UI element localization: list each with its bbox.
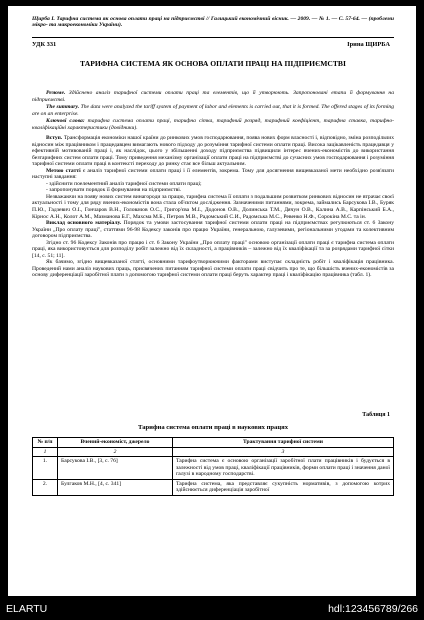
task-item: - запропонувати порядок її формування на підприємстві. xyxy=(46,187,182,194)
intro-text: Трансформація економіки нашої країни до ринкових умов господарювання, поява нових форм власності і, відповідно, зміна розподільчих відносин між працівником і працедавцем вимагають нового підходу до розуміння тарифної системи оплати праці. Висока зацікавленість працедавця у ефективній мотивованій праці і, як наслідок, цього у збільшенні доходу підприємства підвищили інтерес вчених-економістів до використання безтарифних систем оплати праці. Тому приведення механізму організації оплати праці на підприємстві до сучасних умов господарювання і розуміння тарифної системи оплати праці в контексті переходу до ринку стає все більш актуальним. xyxy=(32,135,394,168)
handle-id: hdl:123456789/266 xyxy=(328,603,418,615)
keywords xyxy=(32,118,394,131)
document-page xyxy=(8,6,416,596)
abstract-en-text: The data were analyzed the tariff system of payment of labor and elements is carried out, that it is formed. The offered stages of its forming are on an enterprise. xyxy=(32,104,395,117)
task-item: - здійснити поелементний аналіз тарифної системи оплати праці; xyxy=(46,180,202,187)
article-body xyxy=(32,135,394,279)
row-source: Булгаков М.Н., [4, с. 341] xyxy=(58,479,173,495)
header-cell-definition: Трактування тарифної системи xyxy=(173,438,394,448)
paragraph-intro xyxy=(32,135,394,168)
table-header-row xyxy=(33,438,394,448)
row-definition: Тарифна система є основою організації заробітної плати працівників і будується в залежності від умов праці, кваліфікації працівників, форми оплати праці і значення даної галузі в народному господарстві. xyxy=(173,457,394,480)
abstract-ua-text: Здійснено аналіз тарифної системи оплати праці та елементів, що її утворюють. Запропоновані етапи її формування на підприємстві. xyxy=(32,90,394,103)
header-cell-source: Вчений-економіст, джерело xyxy=(58,438,173,448)
repository-name: ELARTU xyxy=(6,603,48,615)
table-number: Таблиця 1 xyxy=(362,412,390,418)
main-label: Виклад основного матеріалу. xyxy=(46,220,122,227)
row-number: 1. xyxy=(33,457,58,480)
abstract-en-label: The summary. xyxy=(46,104,80,110)
index-cell: 3 xyxy=(173,447,394,457)
abstract-en xyxy=(32,104,394,117)
table-title: Тарифна система оплати праці в наукових працях xyxy=(137,424,288,431)
row-definition: Тарифна система, яка представляє сукупність нормативів, з допомогою котрих здійснюється диференціація заробітної xyxy=(173,479,394,495)
table-row xyxy=(33,479,394,495)
header-cell-number: № п/п xyxy=(33,438,58,448)
author-name: Ірина ЩИРБА xyxy=(347,41,390,48)
abstract-ua xyxy=(32,90,394,103)
keywords-text: тарифна система оплати праці, тарифна сітка, тарифний розряд, тарифний коефіцієнт, тарифна ставка, тарифно-кваліфікаційні характеристики (довідники). xyxy=(32,118,394,131)
paragraph-factors: Як бачимо, згідно вищевказаної статті, основними тарифоутворюючими факторами виступає складність робіт і кваліфікація працівника. Проведений нами аналіз наукових праць, присвячених питанням тарифної системи оплати праці свідчить про те, що більшість вчених-економістів за основу диференціації заробітної плати з допомогою тарифної системи оплати праці беруть характер праці і кваліфікацію працівника (табл. 1). xyxy=(32,259,394,279)
paragraph-research: Незважаючи на появу нових систем винагороди за працю, тарифна система її оплати з подальшим розвитком ринкових відносин не втрачає своєї актуальності і тому для ряду вчених-економістів вона стала об'єктом дослідження. Зазначеними питаннями, зокрема, займались Барсукова І.В., Буряк П.Ю., Гадзевич О.І., Гончаров В.Н., Головачов О.С., Григор'єва М.І., Додонов О.В., Долинська Т.М., Дячун О.В., Калина А.В., Карпінський Б.А., Кірнос А.Н., Колот А.М., Мазманова Б.Г., Махсма М.Б., Петров М.В., Радомський С.И., Радомська М.С., Ревенко Н.Ф., Сорокіна М.С. та ін. xyxy=(32,193,394,220)
intro-label: Вступ. xyxy=(46,135,63,141)
table-row xyxy=(33,457,394,480)
paragraph-main xyxy=(32,220,394,240)
abstract-ua-label: Резюме. xyxy=(46,90,66,96)
paragraph-article96: Згідно ст. 96 Кодексу Законів про працю і ст. 6 Закону України „Про оплату праці" основою організації оплати праці є тарифна система оплати праці, яка використовується для розподілу робіт залежно від їх складності, а працівників – залежно від їх кваліфікації та за розрядами тарифної сітки [14, с. 51; 11]. xyxy=(32,239,394,259)
index-cell: 1 xyxy=(33,447,58,457)
paragraph-goal xyxy=(32,168,394,181)
goal-text: є аналіз тарифної системи оплати праці і її елементів, зокрема. Тому для досягнення вищевказаної мети необхідно розв'язати наступні завдання: xyxy=(32,167,394,181)
definitions-table xyxy=(32,437,394,496)
keywords-label: Ключові слова: xyxy=(46,118,85,124)
row-source: Барсукова І.В., [3, с. 76] xyxy=(58,457,173,480)
goal-label: Метою статті xyxy=(46,167,81,174)
main-text: Порядок та умови застосування тарифної системи оплати праці на підприємствах регулюються ст. 6 Закону України „Про оплату праці", статтями 96-98 Кодексу законів про працю України, генеральною, галузевими, регіональними угодами та колективним договором підприємства. xyxy=(32,220,394,240)
udk-code: УДК 331 xyxy=(32,41,57,48)
table-index-row xyxy=(33,447,394,457)
citation-header: Щирба І. Тарифна система як основа оплати праці на підприємстві // Галицький економічний вісник. — 2009. — № 1. — С. 57-64. — (проблеми мікро- та макроекономіки України). xyxy=(32,16,394,29)
index-cell: 2 xyxy=(58,447,173,457)
header-divider xyxy=(32,37,394,38)
row-number: 2. xyxy=(33,479,58,495)
article-title: ТАРИФНА СИСТЕМА ЯК ОСНОВА ОПЛАТИ ПРАЦІ НА ПІДПРИЄМСТВІ xyxy=(80,59,346,68)
